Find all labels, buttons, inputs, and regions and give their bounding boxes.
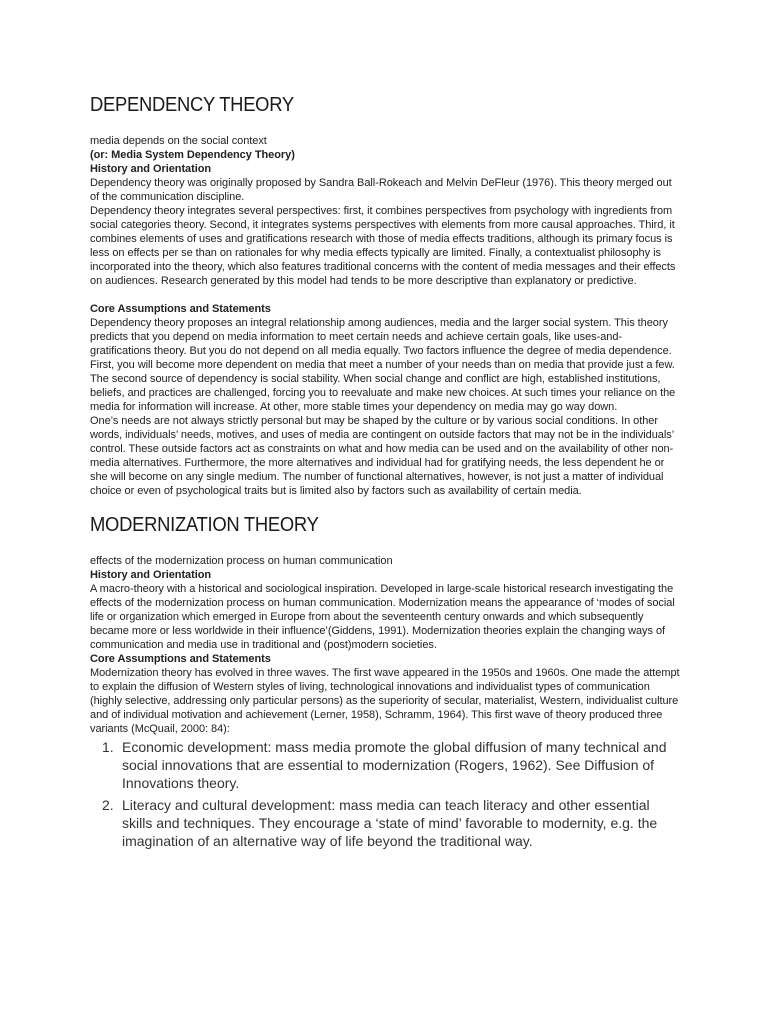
dependency-core-paragraph-2: One’s needs are not always strictly personal but may be shaped by the culture or by various social conditions. In other words, individuals’ needs, motives, and uses of media are contingent on outside factors that may not be in the individuals’ control. These outside factors act as constraints on what and how media can be used and on the availability of other non-media alternatives. Furthermore, the more alternatives and individual had for gratifying needs, the less dependent he or she will become on any single medium. The number of functional alternatives, however, is not just a matter of individual choice or even of psychological traits but is limited also by factors such as availability of certain media. (90, 415, 674, 497)
paragraph-gap (90, 288, 680, 302)
modernization-theory-title: MODERNIZATION THEORY (90, 514, 319, 536)
document-page (90, 92, 680, 854)
dependency-history-paragraph-2: Dependency theory integrates several perspectives: first, it combines perspectives from psychology with ingredients from social categories theory. Second, it integrates systems perspectives with elements from more causal approaches. Third, it combines elements of uses and gratifications research with those of media effects traditions, although its primary focus is less on effects per se than on rationales for why media effects typically are limited. Finally, a contextualist philosophy is incorporated into the theory, which also features traditional concerns with the content of media messages and their effects on audiences. Research generated by this model had tends to be more descriptive than explanatory or predictive. (90, 205, 676, 287)
modernization-history-heading: History and Orientation (90, 569, 212, 581)
modernization-core-paragraph: Modernization theory has evolved in three waves. The first wave appeared in the 1950s and 1960s. One made the attempt to explain the diffusion of Western styles of living, technological innovations and individualist types of communication (highly selective, addressing only particular persons) as the superiority of secular, materialist, Western, individualist culture and of individual motivation and achievement (Lerner, 1958), Schramm, 1964). This first wave of theory produced three variants (McQuail, 2000: 84): (90, 667, 680, 735)
list-item-number: 1. (102, 739, 114, 755)
list-item (102, 738, 680, 792)
modernization-core-heading: Core Assumptions and Statements (90, 653, 271, 665)
dependency-core-paragraph-1: Dependency theory proposes an integral relationship among audiences, media and the larger social system. This theory predicts that you depend on media information to meet certain needs and achieve certain goals, like uses-and-gratifications theory. But you do not depend on all media equally. Two factors influence the degree of media dependence. First, you will become more dependent on media that meet a number of your needs than on media that provide just a few. The second source of dependency is social stability. When social change and conflict are high, established institutions, beliefs, and practices are challenged, forcing you to reevaluate and make new choices. At such times your reliance on the media for information will increase. At other, more stable times your dependency on media may go way down. (90, 317, 676, 413)
dependency-history-heading: History and Orientation (90, 163, 212, 175)
list-item-text: Economic development: mass media promote the global diffusion of many technical and social innovations that are essential to modernization (Rogers, 1962). See Diffusion of Innovations theory. (122, 739, 667, 791)
variants-list (90, 738, 680, 850)
list-item-number: 2. (102, 797, 114, 813)
dependency-alt-name: (or: Media System Dependency Theory) (90, 149, 295, 161)
dependency-subtitle: media depends on the social context (90, 135, 267, 147)
modernization-subtitle: effects of the modernization process on human communication (90, 555, 393, 567)
modernization-history-paragraph: A macro-theory with a historical and sociological inspiration. Developed in large-scale historical research investigating the effects of the modernization process on human communication. Modernization means the appearance of ‘modes of social life or organization which emerged in Europe from about the seventeenth century onwards and which subsequently became more or less worldwide in their influence’(Giddens, 1991). Modernization theories explain the changing ways of communication and media use in traditional and (post)modern societies. (90, 583, 675, 651)
list-item (102, 796, 680, 850)
dependency-theory-title: DEPENDENCY THEORY (90, 94, 294, 116)
dependency-history-paragraph-1: Dependency theory was originally proposed by Sandra Ball-Rokeach and Melvin DeFleur (1976). This theory merged out of the communication discipline. (90, 177, 672, 203)
dependency-core-heading: Core Assumptions and Statements (90, 303, 271, 315)
list-item-text: Literacy and cultural development: mass media can teach literacy and other essential skills and techniques. They encourage a ‘state of mind’ favorable to modernity, e.g. the imagination of an alternative way of life beyond the traditional way. (122, 797, 658, 849)
